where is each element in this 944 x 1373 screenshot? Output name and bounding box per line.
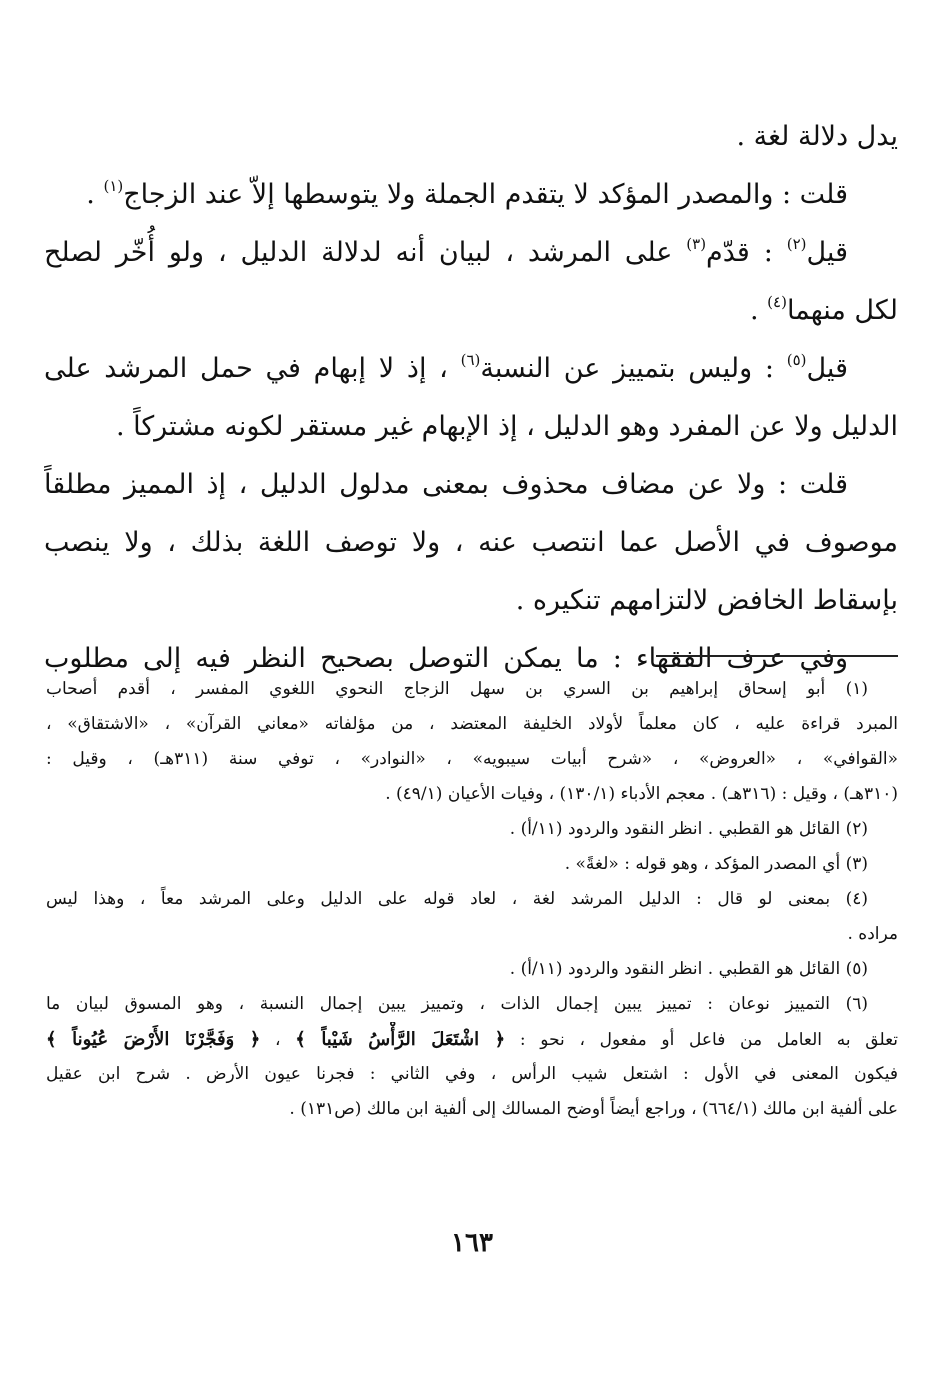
footnote-ref-1: (١) — [103, 177, 124, 195]
page-number: ١٦٣ — [451, 1228, 493, 1258]
footnote-6-line-4: على ألفية ابن مالك (٦٦٤/١) ، وراجع أيضاً أوضح المسالك إلى ألفية ابن مالك (ص١٣١) . — [289, 1099, 898, 1119]
main-line-1 — [44, 108, 898, 166]
main-line-9: بإسقاط الخافض لالتزامهم تنكيره . — [515, 585, 898, 616]
main-line-3 — [44, 224, 898, 282]
text-span: لكل منهما — [786, 295, 898, 326]
footnote-1-line-3: «القوافي» ، «العروض» ، «شرح أبيات سيبويه» ، «النوادر» ، توفي سنة (٣١١هـ) ، وقيل : — [46, 749, 898, 769]
footnote-ref-2: (٢) — [786, 235, 807, 253]
footnote-ref-6: (٦) — [460, 351, 481, 369]
main-line-8: موصوف في الأصل عما انتصب عنه ، ولا توصف اللغة بذلك ، ولا ينصب — [44, 527, 898, 558]
text-span: . — [749, 295, 768, 326]
footnote-6-line-1: (٦) التمييز نوعان : تمييز يبين إجمال الذات ، وتمييز يبين إجمال النسبة ، وهو المسوق لبيان ما — [46, 994, 868, 1014]
footnote-2: (٢) القائل هو القطبي . انظر النقود والردود (١١/أ) . — [509, 819, 868, 839]
footnote-4-line-2: مراده . — [847, 924, 898, 944]
text-span: قيل — [806, 353, 848, 384]
text-span: يدل دلالة لغة . — [736, 121, 898, 152]
text-span: . — [86, 179, 104, 210]
text-span: على المرشد ، لبيان أنه لدلالة الدليل ، ولو أُخّر لصلح — [44, 237, 687, 268]
footnote-5: (٥) القائل هو القطبي . انظر النقود والردود (١١/أ) . — [509, 959, 868, 979]
main-line-7: قلت : ولا عن مضاف محذوف بمعنى مدلول الدليل ، إذ المميز مطلقاً — [44, 469, 848, 500]
footnote-1-line-2: المبرد قراءة عليه ، كان معلماً لأولاد الخليفة المعتضد ، من مؤلفاته «معاني القرآن» ، «الاشتقاق» ، — [46, 714, 898, 734]
quran-verse-1: ﴿ اشْتَعَلَ الرَّأْسُ شَيْباً ﴾ — [295, 1029, 506, 1050]
footnote-separator — [656, 655, 898, 657]
footnote-ref-5: (٥) — [786, 351, 807, 369]
quran-verse-2: ﴿ وَفَجَّرْنَا الأَرْضَ عُيُوناً ﴾ — [46, 1029, 261, 1050]
text-span: ، — [260, 1030, 296, 1050]
text-span: ، إذ لا إبهام في حمل المرشد على — [44, 353, 461, 384]
main-line-4 — [44, 282, 898, 340]
main-line-5 — [44, 340, 898, 398]
main-text — [44, 108, 898, 688]
footnote-ref-4: (٤) — [767, 293, 787, 311]
text-span: قلت : والمصدر المؤكد لا يتقدم الجملة ولا يتوسطها إلاّ عند الزجاج — [123, 179, 848, 210]
text-span: : وليس بتمييز عن النسبة — [480, 353, 787, 384]
text-span: تعلق به العامل من فاعل أو مفعول ، نحو : — [505, 1030, 898, 1050]
text-span: : قدّم — [706, 237, 787, 268]
footnote-1-line-1: (١) أبو إسحاق إبراهيم بن السري بن سهل الزجاج النحوي اللغوي المفسر ، أقدم أصحاب — [46, 679, 868, 699]
main-line-2 — [44, 166, 898, 224]
main-line-10: وفي عرف الفقهاء : ما يمكن التوصل بصحيح النظر فيه إلى مطلوب — [44, 643, 848, 674]
text-span: قيل — [806, 237, 848, 268]
footnote-3: (٣) أي المصدر المؤكد ، وهو قوله : «لغةً» . — [564, 854, 868, 874]
footnote-ref-3: (٣) — [686, 235, 707, 253]
footnote-6-line-3: فيكون المعنى في الأول : اشتعل شيب الرأس ، وفي الثاني : فجرنا عيون الأرض . شرح ابن عقيل — [46, 1064, 898, 1084]
footnote-4-line-1: (٤) بمعنى لو قال : الدليل المرشد لغة ، لعاد قوله على الدليل وعلى المرشد معاً ، وهذا ليس — [46, 889, 868, 909]
footnote-6-line-2 — [46, 1022, 898, 1057]
footnotes — [46, 672, 898, 1127]
main-line-6: الدليل ولا عن المفرد وهو الدليل ، إذ الإبهام غير مستقر لكونه مشتركاً . — [115, 411, 898, 442]
footnote-1-line-4: (٣١٠هـ) ، وقيل : (٣١٦هـ) . معجم الأدباء (١٣٠/١) ، وفيات الأعيان (٤٩/١) . — [385, 784, 898, 804]
